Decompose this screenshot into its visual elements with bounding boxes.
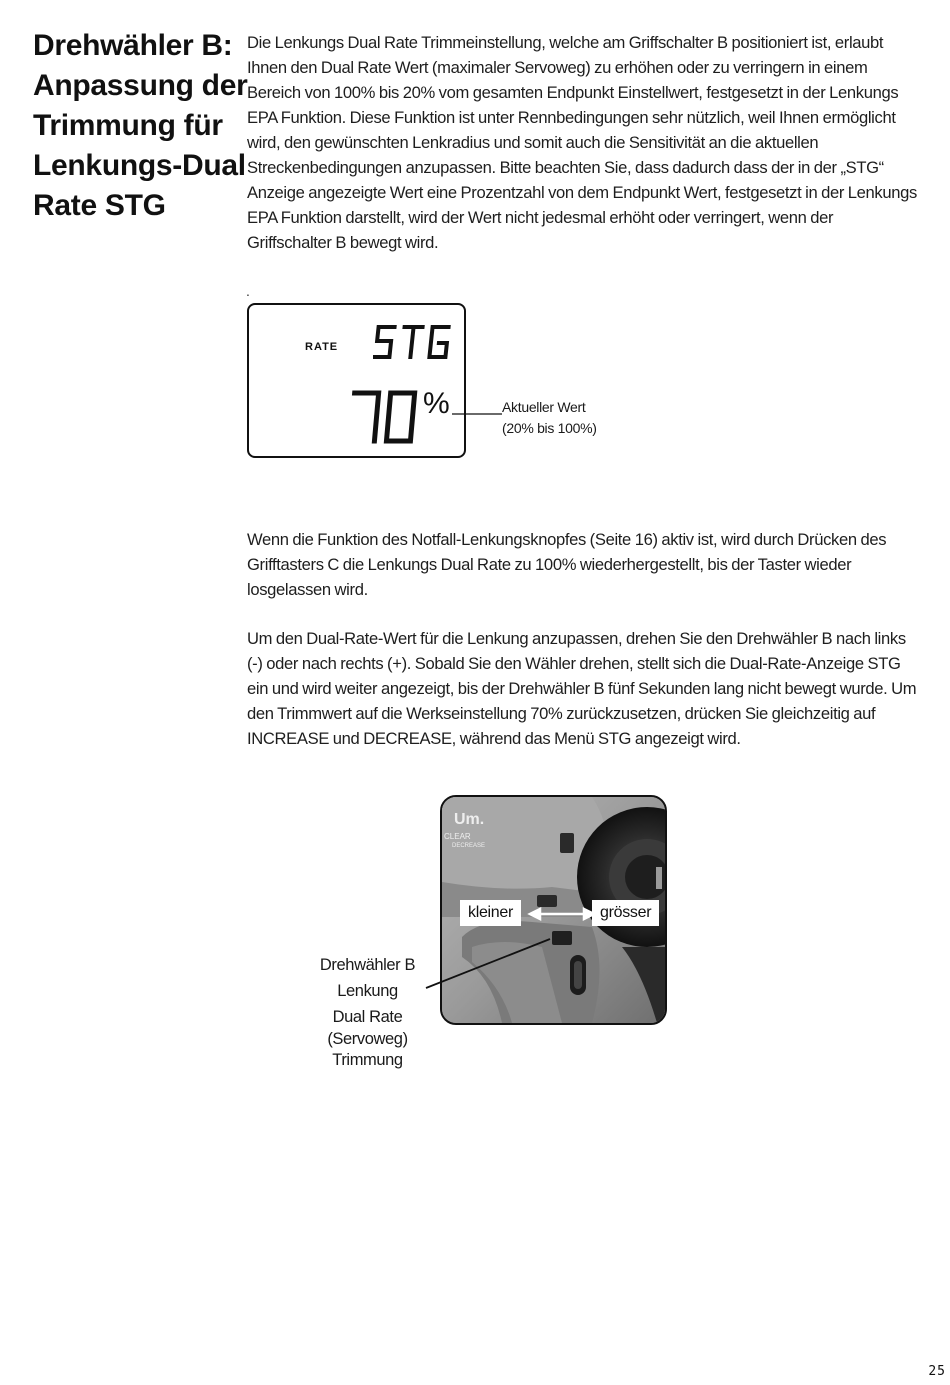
lcd-rate-label: RATE [305, 341, 339, 353]
lcd-percent-sign: % [423, 387, 450, 420]
page-title-line: Anpassung der [33, 69, 248, 102]
lcd-callout [502, 397, 597, 439]
lcd-callout-line1: Aktueller Wert [502, 399, 586, 415]
lcd-callout-line2: (20% bis 100%) [502, 420, 597, 436]
page-title [33, 26, 248, 226]
photo-brand-fragment: Um. [454, 811, 485, 828]
intro-paragraph: Die Lenkungs Dual Rate Trimmeinstellung, welche am Griffschalter B positioniert ist, erlaubt Ihnen den Dual Rate Wert (maximaler Servoweg) zu erhöhen oder zu verringern in einem Bereich von 100% bis 20% vom gesamten Endpunkt Einstellwert, festgesetzt in der Lenkungs EPA Funktion. Diese Funktion ist unter Rennbedingungen sehr nützlich, weil Ihnen ermöglicht wird, den gewünschten Lenkradius und somit auch die Sensitivität an die aktuellen Streckenbedingungen anzupassen. Bitte beachten Sie, dass dadurch dass der in der „STG“ Anzeige angezeigte Wert eine Prozentzahl von dem Endpunkt Wert, festgesetzt in der Lenkungs EPA Funktion darstellt, wird der Wert nicht jedesmal erhöht oder verringert, wenn der Griffschalter B bewegt wird. [247, 33, 917, 252]
page-title-line: Trimmung für [33, 109, 223, 142]
page-title-line: Rate STG [33, 189, 166, 222]
dial-caption [310, 953, 425, 1071]
photo-clear-fragment: CLEAR [444, 832, 471, 841]
lcd-display [247, 303, 466, 458]
page-number: 25 [928, 1364, 946, 1379]
photo-decrease-fragment: DECREASE [452, 843, 486, 849]
dial-caption-line: Lenkung [337, 982, 398, 1000]
dial-caption-line: Drehwähler B [319, 956, 416, 974]
stray-dot: . [246, 283, 250, 299]
page-title-line: Drehwähler B: [33, 29, 233, 62]
dial-caption-line: Trimmung [332, 1051, 403, 1069]
photo-label-left: kleiner [460, 900, 521, 926]
lcd-menu-segments [373, 323, 463, 363]
adjust-paragraph: Um den Dual-Rate-Wert für die Lenkung anzupassen, drehen Sie den Drehwähler B nach links (-) oder nach rechts (+). Sobald Sie den Wähler drehen, stellt sich die Dual-Rate-Anzeige STG ein und wird weiter angezeigt, bis der Drehwähler B fünf Sekunden lang nicht bewegt wurde. Um den Trimmwert auf die Werkseinstellung 70% zurückzusetzen, drücken Sie gleichzeitig auf INCREASE und DECREASE, während das Menü STG angezeigt wird. [247, 629, 917, 748]
dial-caption-line: (Servoweg) [327, 1030, 408, 1048]
dial-caption-line: Dual Rate [332, 1008, 403, 1026]
photo-label-right: grösser [592, 900, 659, 926]
emergency-paragraph: Wenn die Funktion des Notfall-Lenkungsknopfes (Seite 16) aktiv ist, wird durch Drücken des Grifftasters C die Lenkungs Dual Rate zu 100% wiederhergestellt, bis der Taster wieder losgelassen wird. [247, 530, 887, 599]
dial-pointer-line [420, 935, 560, 995]
page-title-line: Lenkungs-Dual [33, 149, 246, 182]
lcd-value-segments [349, 389, 429, 449]
